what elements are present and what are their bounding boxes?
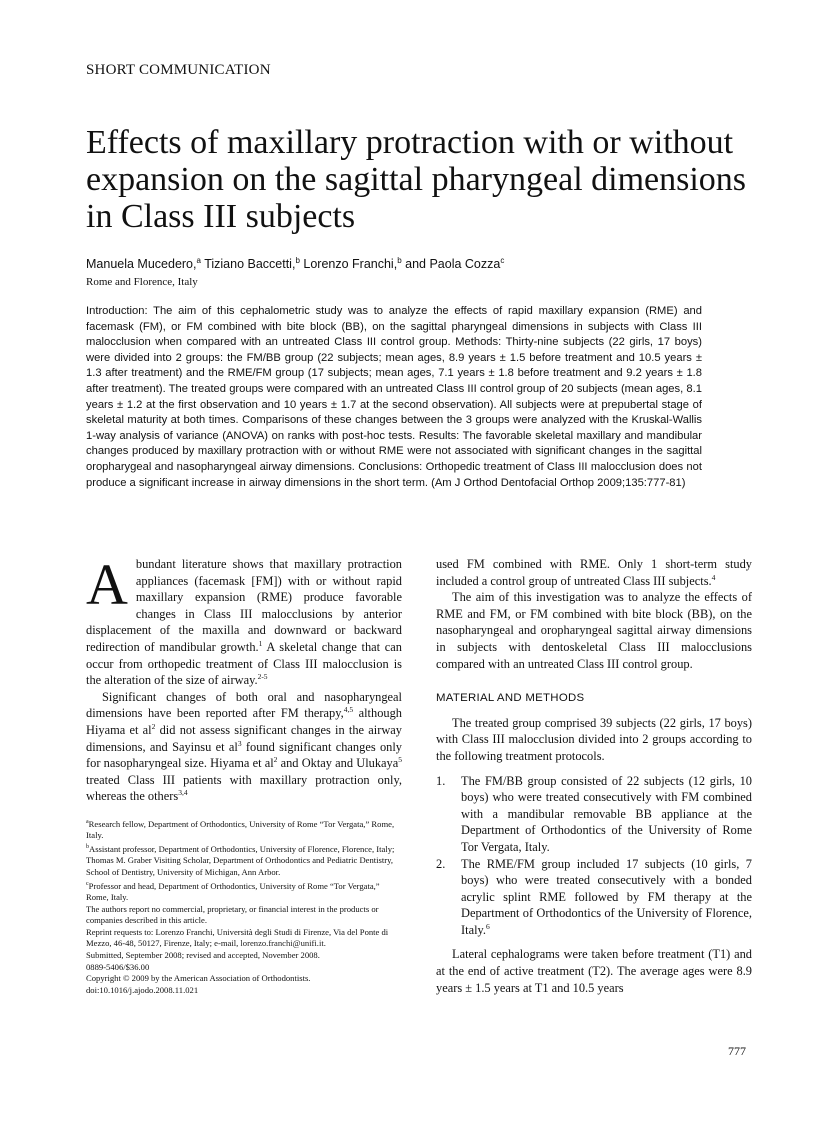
list-number: 2. [436, 856, 446, 871]
page-number: 777 [728, 1044, 746, 1058]
citation-ref[interactable]: 4 [711, 572, 716, 582]
citation-ref[interactable]: 6 [486, 921, 490, 931]
text-run: The RME/FM group included 17 subjects (10 girls, 7 boys) who were treated consecutively with a bonded acrylic splint RME followed by FM therapy at the Department of Orthodontics of the University of Florence, Italy. [461, 856, 752, 937]
affiliation: Rome and Florence, Italy [86, 276, 198, 288]
citation-ref[interactable]: 3 [237, 738, 242, 748]
citation-ref[interactable]: 2 [151, 721, 156, 731]
text-run: The FM/BB group consisted of 22 subjects (12 girls, 10 boys) who were treated consecutively with FM combined with a mandibular removable BB appliance at the Department of Orthodontics of the University of Rome Tor Vergata, Italy. [461, 773, 752, 854]
footnote-submitted: Submitted, September 2008; revised and accepted, November 2008. [86, 950, 320, 961]
text-run: although Hiyama et al [86, 706, 402, 737]
author-name: Manuela Mucedero, [86, 257, 197, 272]
affiliation-mark: a [196, 256, 201, 265]
body-paragraph: Lateral cephalograms were taken before treatment (T1) and at the end of active treatment (T2). The average ages were 8.9 years ± 1.5 years at T1 and 10.5 years [436, 947, 752, 995]
affiliation-mark: c [500, 256, 505, 265]
footnote-copyright: Copyright © 2009 by the American Association of Orthodontists. [86, 973, 311, 984]
footnote-price: 0889-5406/$36.00 [86, 961, 150, 972]
body-column-left [86, 552, 402, 996]
footnote-text: . [323, 938, 326, 949]
author-name: Tiziano Baccetti, [204, 257, 296, 272]
list-text [461, 856, 752, 939]
body-paragraph [86, 689, 402, 805]
text-run: A skeletal change that can occur from orthopedic treatment of Class III malocclusion is the alteration of the size of airway. [86, 639, 402, 688]
list-item [436, 856, 752, 939]
text-run: Significant changes of both oral and nasopharyngeal dimensions have been reported after FM therapy, [86, 689, 402, 721]
body-paragraph: The aim of this investigation was to analyze the effects of RME and FM, or FM combined with bite block (BB), on the nasopharyngeal and oropharyngeal sagittal airway dimensions in subjects with dentoskeletal Class III malocclusions compared with an untreated Class III control group. [436, 590, 752, 671]
footnote-mark: b [86, 843, 89, 850]
section-heading: MATERIAL AND METHODS [436, 692, 585, 705]
footnote-text: Research fellow, Department of Orthodontics, University of Rome “Tor Vergata,” Rome, Italy. [86, 818, 395, 841]
protocol-list [436, 773, 752, 939]
author-list [86, 256, 504, 271]
footnotes [86, 817, 402, 996]
email-link[interactable]: lorenzo.franchi@unifi.it [240, 938, 324, 949]
text-run: and Oktay and Ulukaya [277, 756, 399, 771]
body-paragraph [86, 552, 402, 689]
footnote-reprint [86, 927, 402, 950]
footnote-doi[interactable]: doi:10.1016/j.ajodo.2008.11.021 [86, 984, 199, 995]
footnote [86, 879, 402, 904]
footnote-text: Assistant professor, Department of Orthodontics, University of Florence, Florence, Italy; Thomas M. Graber Visiting Scholar, Department of Orthodontics and Pediatric Dentistry, School of Dentistry, University of Michigan, Ann Arbor. [86, 843, 395, 877]
footnote-text: Reprint requests to: Lorenzo Franchi, Università degli Studi di Firenze, Via del Ponte di Mezzo, 46-48, 50127, Firenze, Italy; e-mail, [86, 926, 389, 949]
section-label: SHORT COMMUNICATION [86, 62, 271, 78]
footnote [86, 842, 402, 879]
body-column-right [436, 556, 752, 996]
citation-ref[interactable]: 2-5 [257, 672, 268, 682]
list-text [461, 773, 752, 856]
text-run: treated Class III patients with maxillary protraction only, whereas the others [86, 772, 402, 804]
text-run: used FM combined with RME. Only 1 short-term study included a control group of untreated Class III subjects. [436, 557, 752, 588]
author-name: and Paola Cozza [405, 257, 501, 272]
body-paragraph: The treated group comprised 39 subjects (22 girls, 17 boys) with Class III malocclusion divided into 2 groups according to the following treatment protocols. [436, 715, 752, 763]
text-run: bundant literature shows that maxillary protraction appliances (facemask [FM]) with or without rapid maxillary expansion (RME) produce favorable changes in Class III malocclusions by anterior displacement of the maxilla and downward or backward redirection of mandibular growth. [86, 557, 402, 654]
footnote-text: Professor and head, Department of Orthodontics, University of Rome “Tor Vergata,” Rome, Italy. [86, 880, 380, 903]
footnote-interest: The authors report no commercial, proprietary, or financial interest in the products or companies described in this article. [86, 903, 379, 926]
affiliation-mark: b [397, 256, 402, 265]
citation-ref[interactable]: 3,4 [178, 788, 188, 798]
citation-ref[interactable]: 1 [258, 638, 263, 648]
affiliation-mark: b [295, 256, 300, 265]
drop-cap: A [86, 552, 128, 617]
list-number: 1. [436, 773, 446, 788]
author-name: Lorenzo Franchi, [303, 257, 398, 272]
footnote-mark: a [86, 818, 89, 825]
text-run: did not assess significant changes in the airway dimensions, and Sayinsu et al [86, 722, 402, 754]
citation-ref[interactable]: 2 [273, 755, 278, 764]
citation-ref[interactable]: 4,5 [343, 705, 354, 715]
text-run: found significant changes only for nasopharyngeal size. Hiyama et al [86, 739, 402, 771]
list-item [436, 773, 752, 856]
article-title: Effects of maxillary protraction with or without expansion on the sagittal pharyngeal dimensions in Class III subjects [86, 124, 747, 235]
footnote-mark: c [86, 880, 89, 887]
abstract: Introduction: The aim of this cephalometric study was to analyze the effects of rapid maxillary expansion (RME) and facemask (FM), or FM combined with bite block (BB), on the sagittal pharyngeal dimensions in subjects with Class III malocclusion when compared with an untreated Class III control group. Methods: Thirty-nine subjects (22 girls, 17 boys) were divided into 2 groups: the FM/BB group (22 subjects; mean ages, 8.9 years ± 1.5 before treatment and 10.5 years ± 1.3 after treatment) and the RME/FM group (17 subjects; mean ages, 7.1 years ± 1.8 before treatment and 9.2 years ± 1.8 after treatment). The treated groups were compared with an untreated Class III control group of 20 subjects (mean ages, 8.1 years ± 1.2 at the first observation and 10 years ± 1.7 at the second observation). All subjects were at prepubertal stage of skeletal maturity at both times. Comparisons of these changes between the 3 groups were analyzed with the Kruskal-Wallis 1-way analysis of variance (ANOVA) on ranks with post-hoc tests. Results: The favorable skeletal maxillary and mandibular changes produced by maxillary protraction with or without RME were not associated with significant changes in the sagittal oropharygeal and nasopharyngeal airway dimensions. Conclusions: Orthopedic treatment of Class III malocclusion does not produce a significant increase in airway dimensions in the short term. (Am J Orthod Dentofacial Orthop 2009;135:777-81) [86, 305, 702, 489]
citation-ref[interactable]: 5 [398, 755, 402, 764]
footnote [86, 817, 402, 842]
body-paragraph [436, 556, 752, 589]
